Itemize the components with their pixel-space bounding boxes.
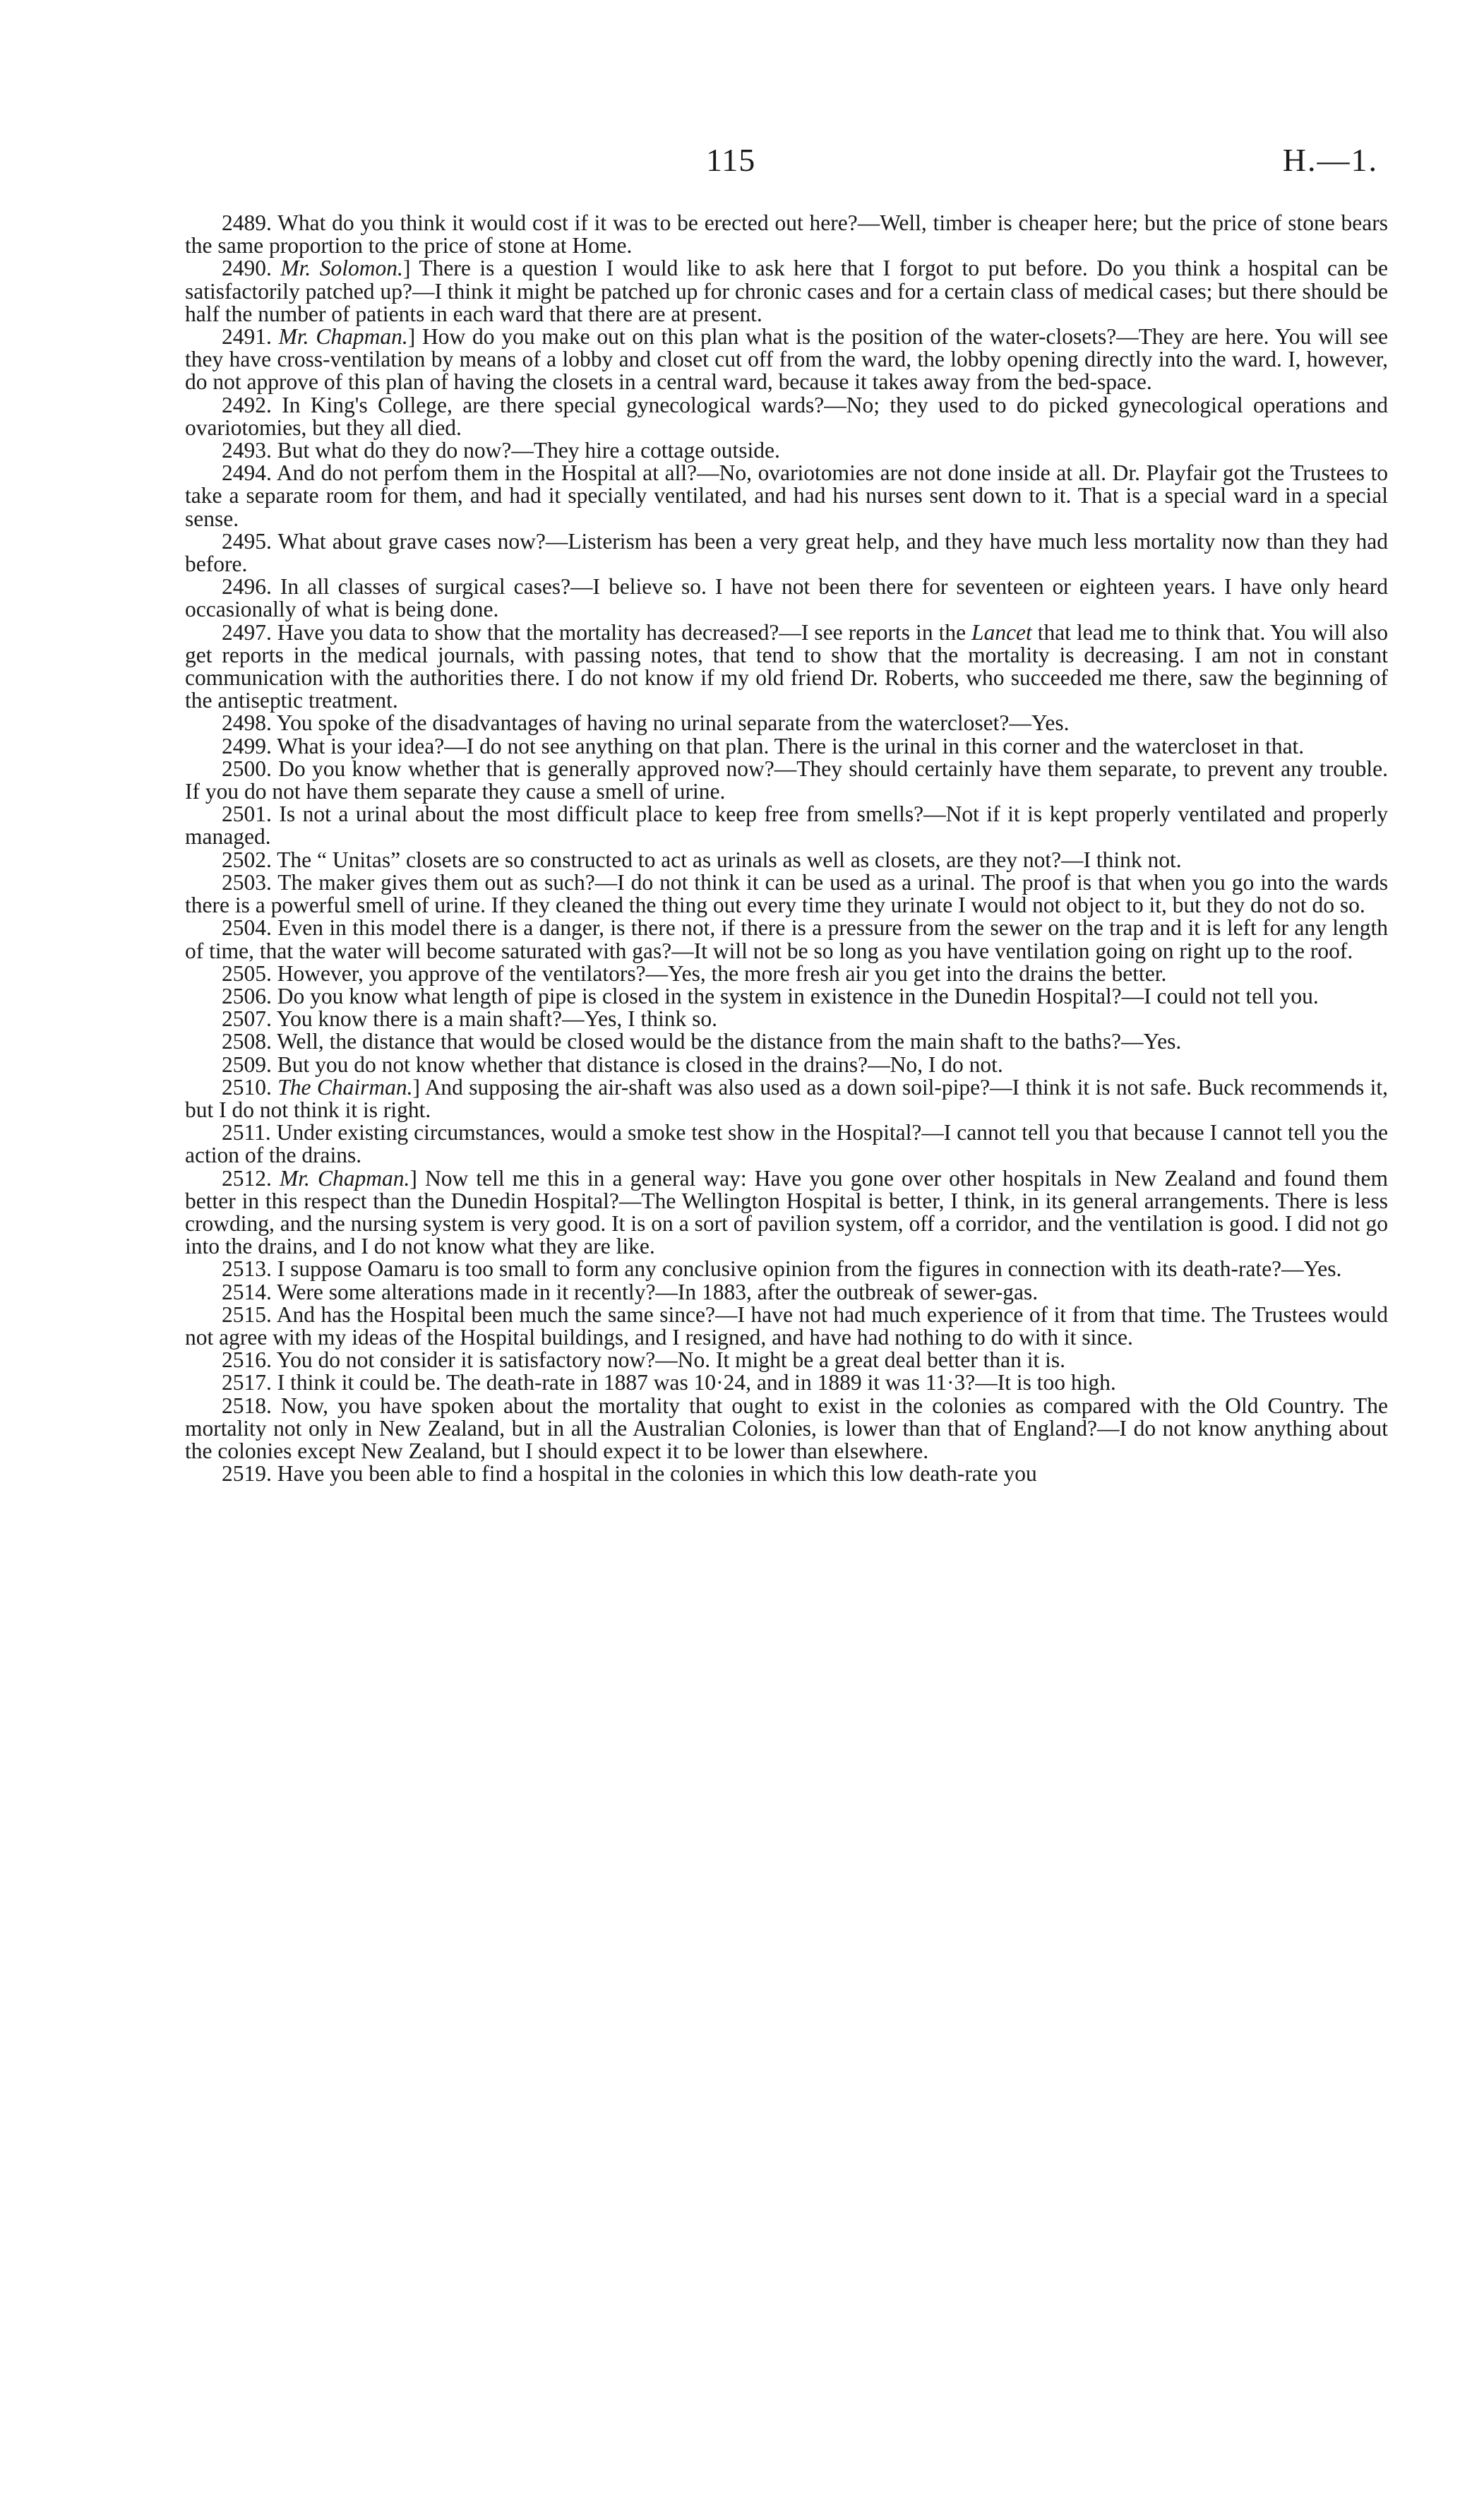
paragraph-2517: 2517. I think it could be. The death-rate in 1887 was 10·24, and in 1889 it was 11·3?—It is too high. [222,1370,1116,1395]
paragraph-2500: 2500. Do you know whether that is generally approved now?—They should certainly have them separate, to prevent any trouble. If you do not have them separate they cause a smell of urine. [185,756,1388,804]
paragraph-2489: 2489. What do you think it would cost if it was to be erected out here?—Well, timber is cheaper here; but the price of stone bears the same proportion to the price of stone at Home. [185,210,1388,258]
paragraph-2507: 2507. You know there is a main shaft?—Yes, I think so. [222,1006,718,1032]
paragraph-2503: 2503. The maker gives them out as such?—I do not think it can be used as a urinal. The proof is that when you go into the wards there is a powerful smell of urine. If they cleaned the thing out every time they urinate I would not object to it, but they do not do so. [185,869,1388,918]
paragraph-2502: 2502. The “ Unitas” closets are so constructed to act as urinals as well as closets, are they not?—I think not. [222,847,1182,872]
paragraph-2511: 2511. Under existing circumstances, would a smoke test show in the Hospital?—I cannot tell you that because I cannot tell you the action of the drains. [185,1120,1388,1168]
paragraph-2493: 2493. But what do they do now?—They hire a cottage outside. [222,438,780,463]
paragraph-2492: 2492. In King's College, are there special gynecological wards?—No; they used to do picked gynecological operations and ovariotomies, but they all died. [185,392,1388,440]
paragraph-2515: 2515. And has the Hospital been much the same since?—I have not had much experience of it from that time. The Trustees would not agree with my ideas of the Hospital buildings, and I resigned, and have had nothing to do with it since. [185,1302,1388,1350]
page-header [0,141,1484,191]
paragraph-2513: 2513. I suppose Oamaru is too small to form any conclusive opinion from the figures in connection with its death-rate?—Yes. [222,1256,1342,1282]
paragraph-2494: 2494. And do not perfom them in the Hospital at all?—No, ovariotomies are not done inside at all. Dr. Playfair got the Trustees to take a separate room for them, and had it specially ventilated, and had his nurses sent down to it. That is a special ward in a special sense. [185,460,1388,531]
paragraph-2496: 2496. In all classes of surgical cases?—I believe so. I have not been there for seventeen or eighteen years. I have only heard occasionally of what is being done. [185,574,1388,622]
paragraph-2506: 2506. Do you know what length of pipe is closed in the system in existence in the Dunedin Hospital?—I could not tell you. [222,983,1319,1008]
paragraph-2510: 2510. The Chairman.] And supposing the air-shaft was also used as a down soil-pipe?—I think it is not safe. Buck recommends it, but I do not think it is right. [185,1074,1388,1122]
minutes-of-evidence [185,212,1388,1485]
paragraph-2519: 2519. Have you been able to find a hospital in the colonies in which this low death-rate you [222,1461,1037,1487]
paragraph-2508: 2508. Well, the distance that would be closed would be the distance from the main shaft to the baths?—Yes. [222,1029,1182,1054]
paragraph-2514: 2514. Were some alterations made in it recently?—In 1883, after the outbreak of sewer-gas. [222,1279,1039,1304]
paragraph-2501: 2501. Is not a urinal about the most difficult place to keep free from smells?—Not if it is kept properly ventilated and properly managed. [185,802,1388,850]
paragraph-2509: 2509. But you do not know whether that distance is closed in the drains?—No, I do not. [222,1052,1003,1077]
paragraph-2516: 2516. You do not consider it is satisfactory now?—No. It might be a great deal better than it is. [222,1347,1066,1373]
paragraph-2499: 2499. What is your idea?—I do not see anything on that plan. There is the urinal in this corner and the watercloset in that. [222,733,1305,758]
paragraph-2491: 2491. Mr. Chapman.] How do you make out on this plan what is the position of the water-closets?—They are here. You will see they have cross-ventilation by means of a lobby and closet cut off from the ward, the lobby opening directly into the ward. I, however, do not approve of this plan of having the closets in a central ward, because it takes away from the bed-space. [185,324,1389,395]
paragraph-2497: 2497. Have you data to show that the mortality has decreased?—I see reports in the Lancet that lead me to think that. You will also get reports in the medical journals, with passing notes, that tend to show that the mortality is decreasing. I am not in constant communication with the authorities there. I do not know if my old friend Dr. Roberts, who succeeded me there, saw the beginning of the antiseptic treatment. [185,619,1388,713]
paragraph-2498: 2498. You spoke of the disadvantages of having no urinal separate from the watercloset?—Yes. [222,710,1070,736]
paragraph-2512: 2512. Mr. Chapman.] Now tell me this in a general way: Have you gone over other hospitals in New Zealand and found them better in this respect than the Dunedin Hospital?—The Wellington Hospital is better, I think, in its general arrangements. There is less crowding, and the nursing system is very good. It is on a sort of pavilion system, off a corridor, and the ventilation is good. I did not go into the drains, and I do not know what they are like. [185,1165,1389,1259]
page-number: 115 [706,142,756,178]
document-reference: H.—1. [1282,142,1378,178]
paragraph-2490: 2490. Mr. Solomon.] There is a question I would like to ask here that I forgot to put before. Do you think a hospital can be satisfactorily patched up?—I think it might be patched up for chronic cases and for a certain class of medical cases; but there should be half the number of patients in each ward that there are at present. [185,256,1388,326]
paragraph-2518: 2518. Now, you have spoken about the mortality that ought to exist in the colonies as compared with the Old Country. The mortality not only in New Zealand, but in all the Australian Colonies, is lower than that of England?—I do not know anything about the colonies except New Zealand, but I should expect it to be lower than elsewhere. [185,1393,1388,1463]
paragraph-2495: 2495. What about grave cases now?—Listerism has been a very great help, and they have much less mortality now than they had before. [185,528,1388,577]
paragraph-2504: 2504. Even in this model there is a danger, is there not, if there is a pressure from the sewer on the trap and it is left for any length of time, that the water will become saturated with gas?—It will not be so long as you have ventilation going on right up to the roof. [185,915,1388,963]
paragraph-2505: 2505. However, you approve of the ventilators?—Yes, the more fresh air you get into the drains the better. [222,960,1167,986]
